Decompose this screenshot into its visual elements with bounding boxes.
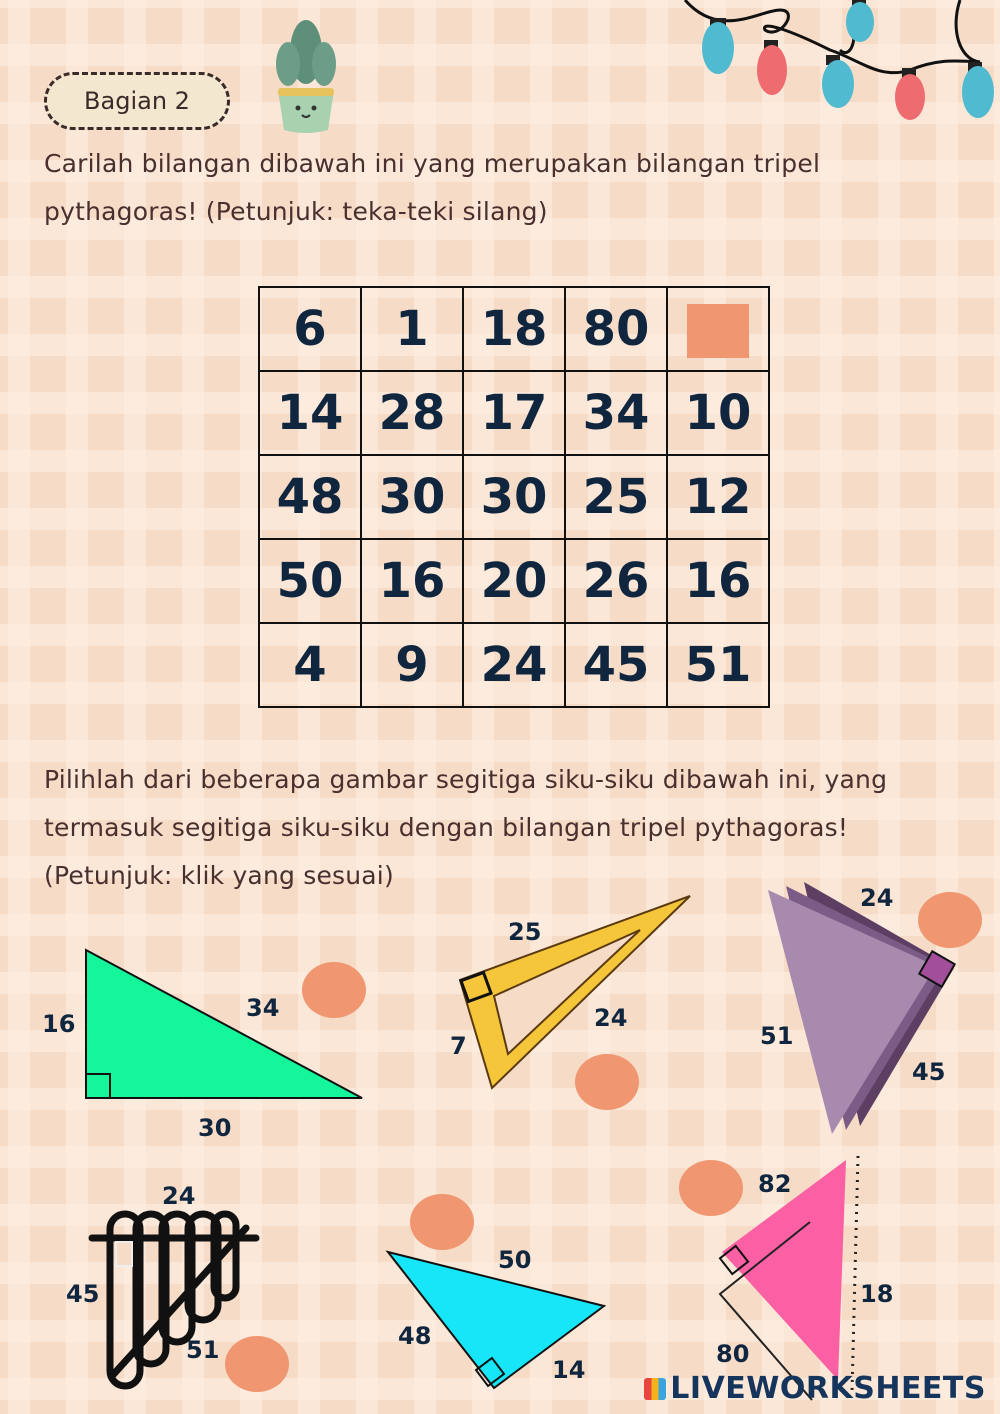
grid-cell[interactable]: 28	[361, 371, 463, 455]
grid-cell[interactable]: 16	[361, 539, 463, 623]
triangle-instruction: Pilihlah dari beberapa gambar segitiga siku-siku dibawah ini, yang termasuk segitiga siku-siku dengan bilangan tripel pythagoras! (Petunjuk: klik yang sesuai)	[44, 765, 888, 890]
grid-cell[interactable]: 50	[259, 539, 361, 623]
answer-dot-4[interactable]	[225, 1336, 289, 1392]
triangle-1-side-c: 34	[246, 994, 280, 1022]
triangle-4-side-a: 24	[162, 1182, 196, 1210]
grid-cell[interactable]: 10	[667, 371, 769, 455]
section-badge-label: Bagian 2	[84, 87, 190, 115]
logo-icon	[644, 1378, 666, 1400]
grid-cell[interactable]: 12	[667, 455, 769, 539]
right-angle-marker	[116, 1242, 132, 1266]
triangle-6	[679, 1156, 893, 1400]
triangle-6-side-a: 82	[758, 1170, 792, 1198]
triangle-2-side-b: 24	[594, 1004, 628, 1032]
answer-dot-2[interactable]	[575, 1054, 639, 1110]
grid-cell[interactable]: 14	[259, 371, 361, 455]
grid-cell[interactable]: 16	[667, 539, 769, 623]
answer-dot-1[interactable]	[302, 962, 366, 1018]
triangle-2-side-a: 7	[450, 1032, 467, 1060]
triangle-3-side-c: 51	[760, 1022, 794, 1050]
grid-cell[interactable]: 26	[565, 539, 667, 623]
triangle-5-side-a: 48	[398, 1322, 432, 1350]
grid-cell[interactable]: 4	[259, 623, 361, 707]
answer-dot-5[interactable]	[410, 1194, 474, 1250]
triangle-1-side-b: 30	[198, 1114, 232, 1142]
triangle-3-side-b: 45	[912, 1058, 946, 1086]
triangle-6-side-c: 80	[716, 1340, 750, 1368]
grid-cell[interactable]: 20	[463, 539, 565, 623]
triangle-1	[42, 950, 366, 1142]
answer-dot-3[interactable]	[918, 892, 982, 948]
triangle-1-side-a: 16	[42, 1010, 76, 1038]
grid-cell[interactable]: 45	[565, 623, 667, 707]
crossword-instruction: Carilah bilangan dibawah ini yang merupakan bilangan tripel pythagoras! (Petunjuk: teka-teki silang)	[44, 149, 821, 226]
answer-dot-6[interactable]	[679, 1160, 743, 1216]
triangle-5	[388, 1194, 604, 1388]
grid-cell[interactable]: 80	[565, 287, 667, 371]
grid-cell[interactable]: 1	[361, 287, 463, 371]
brand-name: LIVEWORKSHEETS	[670, 1371, 986, 1406]
grid-cell[interactable]: 25	[565, 455, 667, 539]
triangle-3	[760, 882, 982, 1134]
grid-cell[interactable]: 48	[259, 455, 361, 539]
grid-cell[interactable]: 30	[463, 455, 565, 539]
triangle-6-side-b: 18	[860, 1280, 894, 1308]
grid-cell[interactable]: 9	[361, 623, 463, 707]
grid-cell[interactable]: 17	[463, 371, 565, 455]
triangle-4-side-b: 45	[66, 1280, 100, 1308]
grid-cell[interactable]: 24	[463, 623, 565, 707]
triangle-3-side-a: 24	[860, 884, 894, 912]
grid-cell[interactable]: 6	[259, 287, 361, 371]
triangle-4-side-c: 51	[186, 1336, 220, 1364]
grid-cell[interactable]: 34	[565, 371, 667, 455]
triangle-5-side-b: 14	[552, 1356, 586, 1384]
grid-cell[interactable]: 30	[361, 455, 463, 539]
triangle-2	[450, 896, 690, 1110]
triangle-2-side-c: 25	[508, 918, 542, 946]
liveworksheets-logo	[644, 1371, 986, 1406]
triangle-5-side-c: 50	[498, 1246, 532, 1274]
grid-cell[interactable]: 51	[667, 623, 769, 707]
grid-cell[interactable]: 18	[463, 287, 565, 371]
